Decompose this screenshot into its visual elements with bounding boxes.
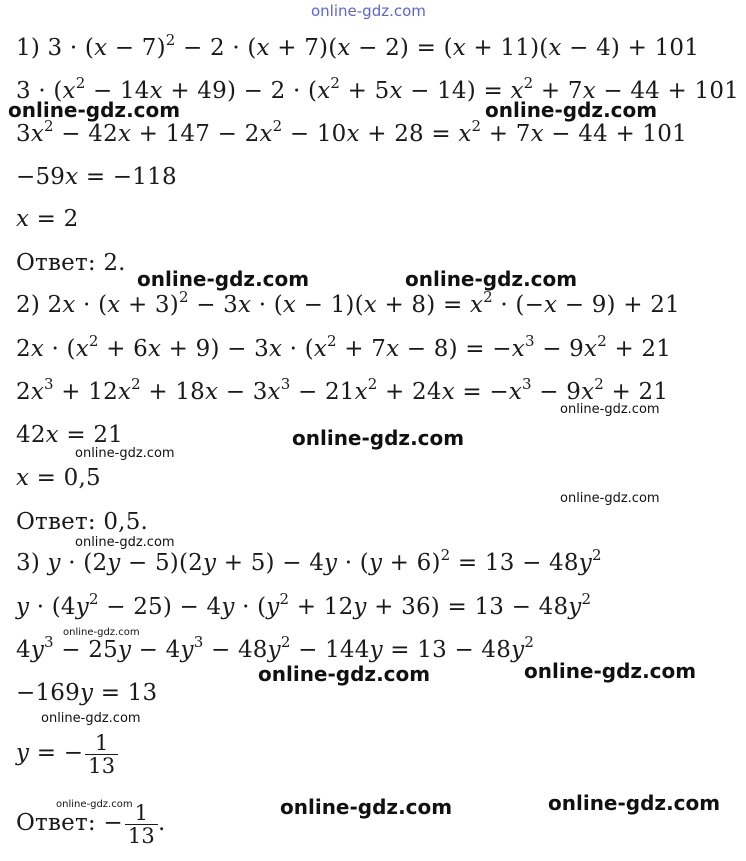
watermark: online-gdz.com bbox=[137, 267, 310, 291]
watermark: online-gdz.com bbox=[75, 535, 175, 550]
header-watermark: online-gdz.com bbox=[311, 2, 426, 20]
watermark: online-gdz.com bbox=[524, 659, 697, 683]
watermark: online-gdz.com bbox=[75, 446, 175, 461]
watermark: online-gdz.com bbox=[41, 711, 141, 726]
p3-answer: Ответ: − $\frac{1}{13}$ . bbox=[16, 800, 166, 848]
watermark: online-gdz.com bbox=[63, 627, 140, 638]
watermark: online-gdz.com bbox=[56, 799, 133, 810]
answer-label: Ответ: bbox=[16, 810, 96, 836]
p3-line-3: $4y^3 - 25y - 4y^3 - 48y^2 - 144y = 13 - 48y^2$ bbox=[16, 633, 535, 663]
p2-answer bbox=[16, 508, 148, 536]
p3-line-4: −169y = 13 bbox=[16, 680, 158, 706]
p3-line-5: y = − $\frac{1}{13}$ bbox=[16, 723, 118, 783]
watermark: online-gdz.com bbox=[560, 402, 660, 417]
p1-line-3: $3x^2 - 42x + 147 - 2x^2 - 10x + 28 = x^2 + 7x - 44 + 101$ bbox=[16, 117, 687, 147]
watermark: online-gdz.com bbox=[280, 795, 453, 819]
p3-answer-fraction: $\frac{1}{13}$ bbox=[125, 802, 158, 847]
p2-line-4: 42x = 21 bbox=[16, 422, 124, 448]
watermark: online-gdz.com bbox=[405, 267, 578, 291]
watermark: online-gdz.com bbox=[292, 426, 465, 450]
p1-line-4: −59x = −118 bbox=[16, 164, 177, 190]
answer-label: Ответ: bbox=[16, 509, 96, 535]
p1-line-2: $3 \cdot (x^2 - 14x + 49) - 2 \cdot (x^2 + 5x - 14) = x^2 + 7x - 44 + 101$ bbox=[16, 74, 740, 104]
p2-line-5: x = 0,5 bbox=[16, 465, 101, 491]
p1-answer bbox=[16, 249, 126, 277]
p3-line-2: $y \cdot (4y^2 - 25) - 4y \cdot (y^2 + 12y + 36) = 13 - 48y^2$ bbox=[16, 590, 592, 620]
p1-line-5: x = 2 bbox=[16, 206, 79, 232]
watermark: online-gdz.com bbox=[258, 662, 431, 686]
p3-fraction: $\frac{1}{13}$ bbox=[85, 732, 118, 777]
p2-number: 2) bbox=[16, 292, 41, 318]
p2-line-1: 2) $2x \cdot (x + 3)^2 - 3x \cdot (x - 1)(x + 8) = x^2 \cdot (-x - 9) + 21$ bbox=[16, 288, 680, 318]
p2-answer-value: 0,5. bbox=[103, 509, 149, 535]
p2-line-2: $2x \cdot (x^2 + 6x + 9) - 3x \cdot (x^2 + 7x - 8) = -x^3 - 9x^2 + 21$ bbox=[16, 332, 672, 362]
p2-line-3: $2x^3 + 12x^2 + 18x - 3x^3 - 21x^2 + 24x = -x^3 - 9x^2 + 21$ bbox=[16, 375, 669, 405]
watermark: online-gdz.com bbox=[560, 491, 660, 506]
p1-line-1: 1) $3 \cdot (x - 7)^2 - 2 \cdot (x + 7)(x - 2) = (x + 11)(x - 4) + 101$ bbox=[16, 31, 700, 61]
answer-label: Ответ: bbox=[16, 250, 96, 276]
watermark: online-gdz.com bbox=[548, 791, 721, 815]
watermark: online-gdz.com bbox=[485, 98, 658, 122]
p3-number: 3) bbox=[16, 550, 41, 576]
p3-line-1: 3) $y \cdot (2y - 5)(2y + 5) - 4y \cdot (y + 6)^2 = 13 - 48y^2$ bbox=[16, 546, 602, 576]
p1-number: 1) bbox=[16, 35, 41, 61]
watermark: online-gdz.com bbox=[8, 98, 181, 122]
p1-answer-value: 2. bbox=[103, 250, 126, 276]
